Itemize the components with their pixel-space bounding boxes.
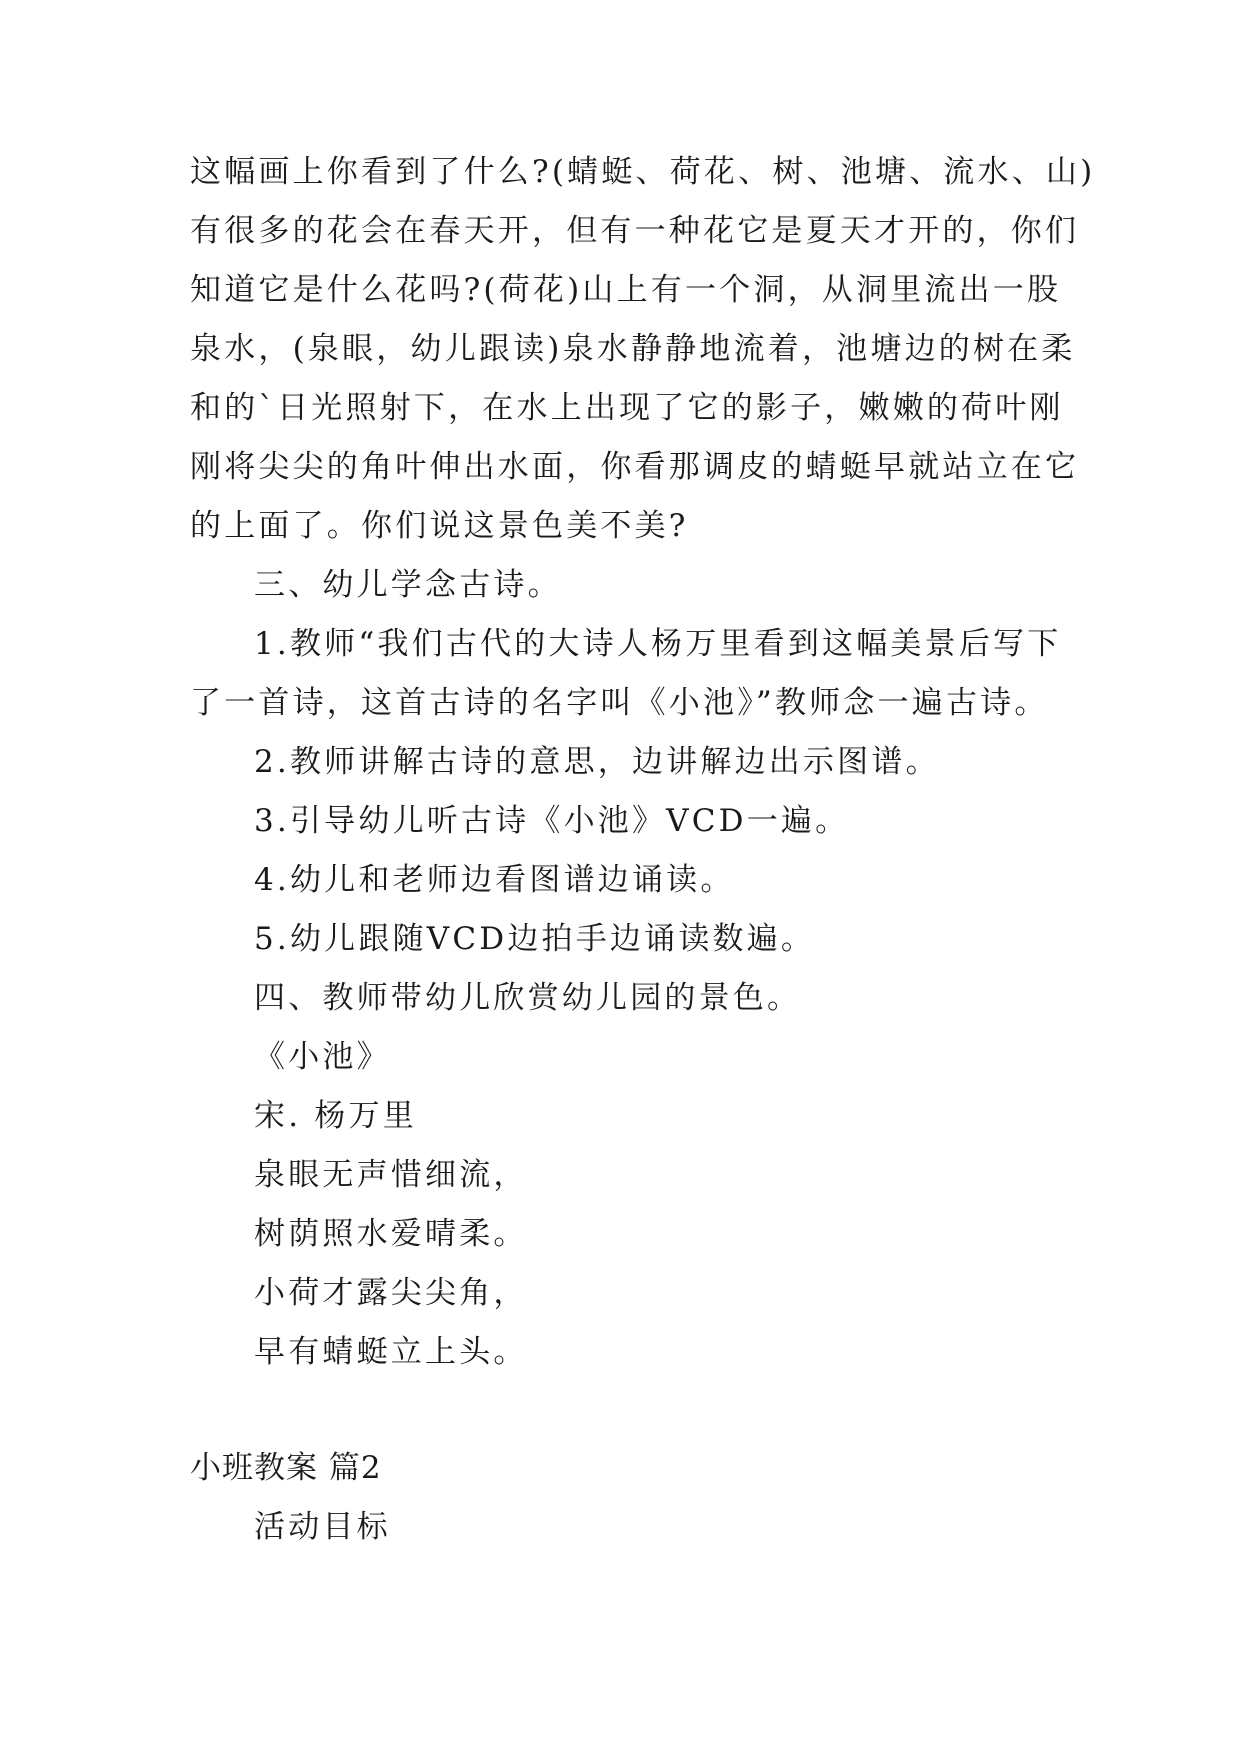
poem-line: 小荷才露尖尖角， <box>254 1275 528 1311</box>
section-four-title: 四、教师带幼儿欣赏幼儿园的景色。 <box>254 980 802 1016</box>
step-1-line: 了一首诗，这首古诗的名字叫《小池》”教师念一遍古诗。 <box>190 685 1049 721</box>
next-lesson-heading: 小班教案 篇2 <box>190 1450 382 1486</box>
step-2: 2.教师讲解古诗的意思，边讲解边出示图谱。 <box>254 744 940 780</box>
paragraph-line: 的上面了。你们说这景色美不美? <box>190 508 689 544</box>
paragraph-line: 泉水，(泉眼，幼儿跟读)泉水静静地流着，池塘边的树在柔 <box>190 331 1076 367</box>
step-5: 5.幼儿跟随VCD边拍手边诵读数遍。 <box>254 921 816 957</box>
paragraph-line: 知道它是什么花吗?(荷花)山上有一个洞，从洞里流出一股 <box>190 272 1062 308</box>
poem-author: 宋. 杨万里 <box>254 1098 417 1134</box>
activity-goal-label: 活动目标 <box>254 1509 391 1545</box>
step-3: 3.引导幼儿听古诗《小池》VCD一遍。 <box>254 803 850 839</box>
paragraph-line: 刚将尖尖的角叶伸出水面，你看那调皮的蜻蜓早就站立在它 <box>190 449 1080 485</box>
section-three-title: 三、幼儿学念古诗。 <box>254 567 562 603</box>
step-1-line: 1.教师“我们古代的大诗人杨万里看到这幅美景后写下 <box>254 626 1062 662</box>
paragraph-line: 这幅画上你看到了什么?(蜻蜓、荷花、树、池塘、流水、山) <box>190 154 1096 190</box>
step-4: 4.幼儿和老师边看图谱边诵读。 <box>254 862 735 898</box>
paragraph-line: 和的`日光照射下，在水上出现了它的影子，嫩嫩的荷叶刚 <box>190 390 1064 426</box>
poem-title: 《小池》 <box>254 1039 391 1075</box>
poem-line: 早有蜻蜓立上头。 <box>254 1334 528 1370</box>
poem-line: 树荫照水爱晴柔。 <box>254 1216 528 1252</box>
poem-line: 泉眼无声惜细流， <box>254 1157 528 1193</box>
paragraph-line: 有很多的花会在春天开，但有一种花它是夏天才开的，你们 <box>190 213 1080 249</box>
